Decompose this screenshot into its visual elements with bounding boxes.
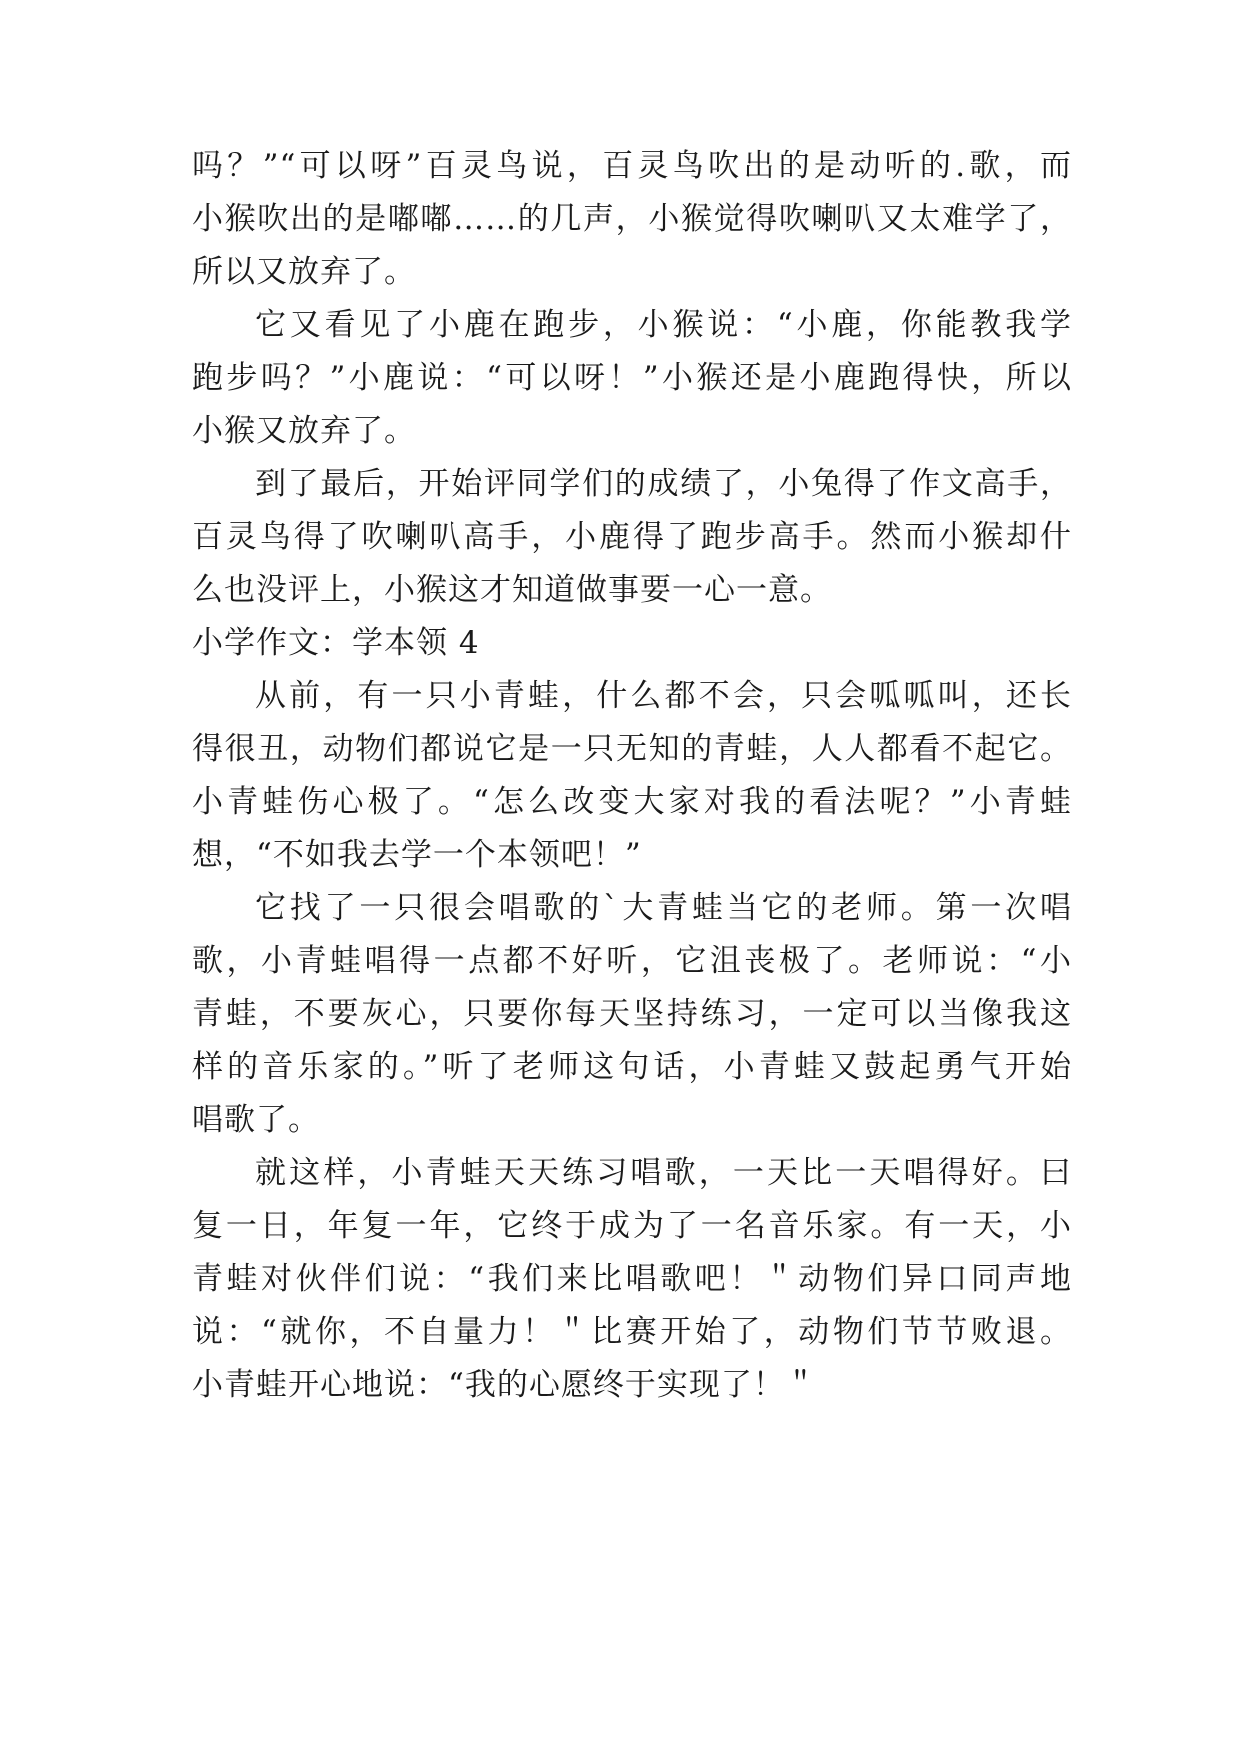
paragraph-first-line: 它找了一只很会唱歌的`大青蛙当它的老师。第一次唱 bbox=[255, 890, 1072, 926]
text-line: 跑步吗？”小鹿说：“可以呀！”小猴还是小鹿跑得快，所以 bbox=[192, 360, 1072, 396]
text-line: 小青蛙开心地说：“我的心愿终于实现了！＂ bbox=[192, 1367, 817, 1403]
text-line: 青蛙，不要灰心，只要你每天坚持练习，一定可以当像我这 bbox=[192, 996, 1072, 1032]
text-line: 唱歌了。 bbox=[192, 1102, 320, 1138]
text-line: 想，“不如我去学一个本领吧！” bbox=[192, 837, 642, 873]
paragraph-first-line: 从前，有一只小青蛙，什么都不会，只会呱呱叫，还长 bbox=[255, 678, 1072, 714]
text-line: 么也没评上，小猴这才知道做事要一心一意。 bbox=[192, 572, 832, 608]
text-line: 小青蛙伤心极了。“怎么改变大家对我的看法呢？”小青蛙 bbox=[192, 784, 1072, 820]
paragraph-first-line: 它又看见了小鹿在跑步，小猴说：“小鹿，你能教我学 bbox=[255, 307, 1072, 343]
text-line: 说：“就你，不自量力！＂比赛开始了，动物们节节败退。 bbox=[192, 1314, 1072, 1350]
text-line: 歌，小青蛙唱得一点都不好听，它沮丧极了。老师说：“小 bbox=[192, 943, 1072, 979]
text-line: 青蛙对伙伴们说：“我们来比唱歌吧！＂动物们异口同声地 bbox=[192, 1261, 1072, 1297]
text-line: 小猴又放弃了。 bbox=[192, 413, 416, 449]
text-line: 得很丑，动物们都说它是一只无知的青蛙，人人都看不起它。 bbox=[192, 731, 1072, 767]
text-line: 百灵鸟得了吹喇叭高手，小鹿得了跑步高手。然而小猴却什 bbox=[192, 519, 1072, 555]
text-line: 吗？”“可以呀”百灵鸟说，百灵鸟吹出的是动听的.歌，而 bbox=[192, 148, 1072, 184]
text-line: 小猴吹出的是嘟嘟……的几声，小猴觉得吹喇叭又太难学了， bbox=[192, 201, 1072, 237]
section-heading: 小学作文：学本领 4 bbox=[192, 625, 480, 661]
text-line: 样的音乐家的。”听了老师这句话，小青蛙又鼓起勇气开始 bbox=[192, 1049, 1072, 1085]
text-line: 复一日，年复一年，它终于成为了一名音乐家。有一天，小 bbox=[192, 1208, 1072, 1244]
paragraph-first-line: 就这样，小青蛙天天练习唱歌，一天比一天唱得好。曰 bbox=[255, 1155, 1072, 1191]
paragraph-first-line: 到了最后，开始评同学们的成绩了，小兔得了作文高手， bbox=[255, 466, 1072, 502]
text-line: 所以又放弃了。 bbox=[192, 254, 416, 290]
